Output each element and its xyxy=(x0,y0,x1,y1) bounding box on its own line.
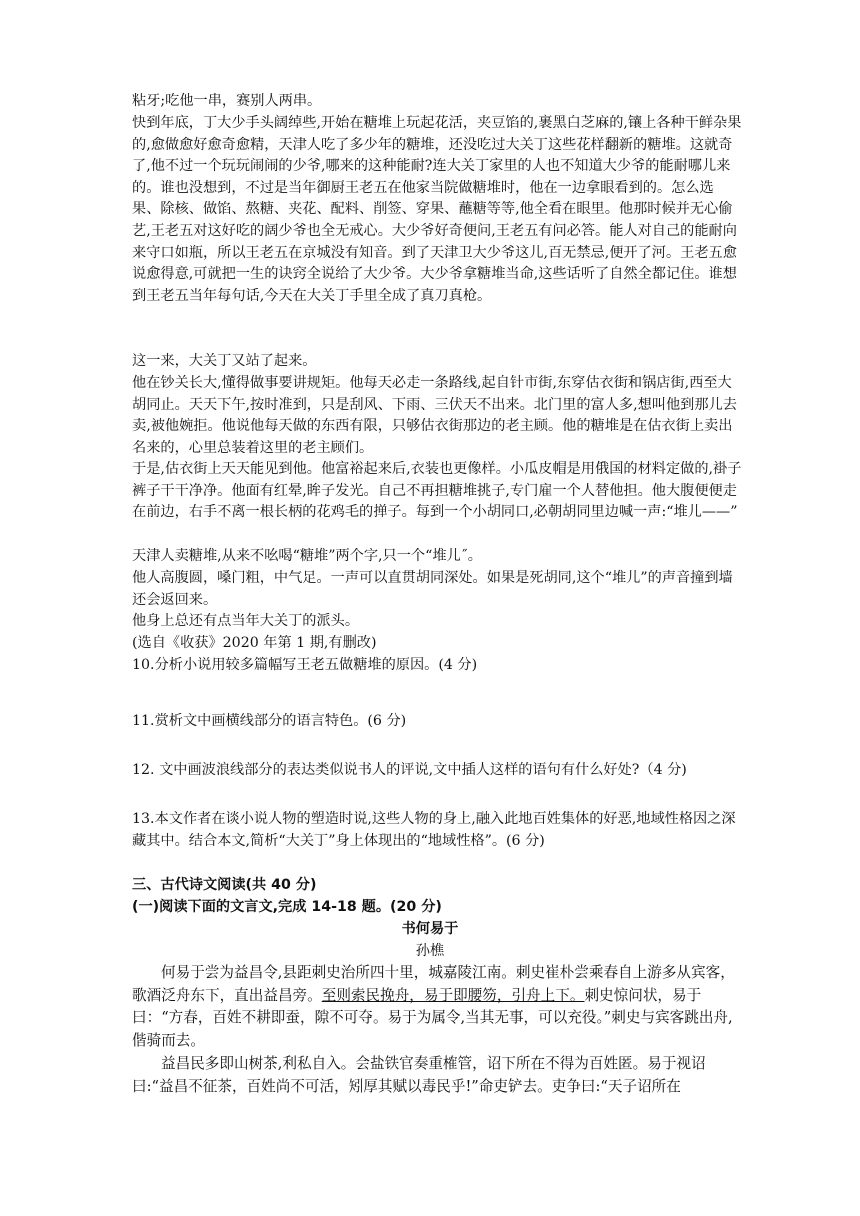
paragraph: 于是,估衣街上天天能见到他。他富裕起来后,衣装也更像样。小瓜皮帽是用俄国的材料定做的,褂子裤子干干净净。他面有红晕,眸子发光。自己不再担糖堆挑子,专门雇一个人替他担。他大腹便便走在前边，右手不离一根长柄的花鸡毛的掸子。每到一个小胡同口,必朝胡同里边喊一声:“堆儿——” xyxy=(132,461,742,521)
section-heading: 三、古代诗文阅读(共 40 分) xyxy=(132,877,317,893)
article-author: 孙樵 xyxy=(415,943,445,959)
question-11: 11.赏析文中画横线部分的语言特色。(6 分) xyxy=(132,713,407,729)
paragraph: 天津人卖糖堆,从来不吆喝“糖堆”两个字,只一个“堆儿˝。 xyxy=(132,548,482,564)
classical-paragraph-2: 益昌民多即山树茶,利私自入。会盐铁官奏重榷管，诏下所在不得为百姓匿。易于视诏曰:“益昌不征茶，百姓尚不可活，矧厚其赋以毒民乎!”命吏铲去。吏争曰:“天子诏所在 xyxy=(132,1055,706,1095)
paragraph: 快到年底，丁大少手头阔绰些,开始在糖堆上玩起花活，夹豆馅的,裹黑白芝麻的,镶上各种干鲜杂果的,愈做愈好愈奇愈精，天津人吃了多少年的糖堆，还没吃过大关丁这些花样翻新的糖堆。这就奇了,他不过一个玩玩闹闹的少爷,哪来的这种能耐?连大关丁家里的人也不知道大少爷的能耐哪儿来的。谁也没想到，不过是当年御厨王老五在他家当院做糖堆时，他在一边拿眼看到的。怎么选果、除核、做馅、熬糖、夹花、配料、削签、穿果、蘸糖等等,他全看在眼里。他那时候并无心偷艺,王老五对这好吃的阔少爷也全无戒心。大少爷好奇便问,王老五有问必答。能人对自己的能耐向来守口如瓶，所以王老五在京城没有知音。到了天津卫大少爷这儿,百无禁忌,便开了河。王老五愈说愈得意,可就把一生的诀窍全说给了大少爷。大少爷拿糖堆当命,这些话听了自然全都记住。谁想到王老五当年每句话,今天在大关丁手里全成了真刀真枪。 xyxy=(132,115,742,304)
paragraph: 他人高腹圆，嗓门粗，中气足。一声可以直贯胡同深处。如果是死胡同,这个“堆儿”的声音撞到墙还会返回来。 xyxy=(132,570,733,608)
paragraph: 他在钞关长大,懂得做事要讲规矩。他每天必走一条路线,起自针市街,东穿估衣街和锅店街,西至大胡同止。天天下午,按时准到，只是刮风、下雨、三伏天不出来。北门里的富人多,想叫他到那儿去卖,被他婉拒。他说他每天做的东西有限，只够估衣街那边的老主顾。他的糖堆是在估衣街上卖出名来的，心里总装着这里的老主顾们。 xyxy=(132,375,737,456)
text: 刺史惊问状，易于曰：“方春，百姓不耕即蚕，隙不可夺。易于为属令,当其无事，可以充役。”刺史与宾客跳出舟,偕骑而去。 xyxy=(132,986,733,1049)
question-10: 10.分析小说用较多篇幅写王老五做糖堆的原因。(4 分) xyxy=(132,657,478,673)
text: 何易于尝为益昌令,县距刺史治所四十里，城嘉陵江南。刺史崔朴尝乘春自上游多从宾客，歌酒泛舟东下，直出益昌旁。 xyxy=(132,964,735,1004)
question-13: 13.本文作者在谈小说人物的塑造时说,这些人物的身上,融入此地百姓集体的好恶,地域性格因之深藏其中。结合本文,简析“大关丁”身上体现出的“地域性格”。(6 分) xyxy=(132,811,736,849)
classical-paragraph-1 xyxy=(132,962,742,1052)
paragraph: 粘牙;吃他一串，赛别人两串。 xyxy=(132,93,322,109)
sub-heading: (一)阅读下面的文言文,完成 14-18 题。(20 分) xyxy=(132,899,442,915)
paragraph: 他身上总还有点当年大关丁的派头。 xyxy=(132,613,360,629)
paragraph: 这一来，大关丁又站了起来。 xyxy=(132,353,317,369)
article-title: 书何易于 xyxy=(401,921,459,937)
question-12: 12. 文中画波浪线部分的表达类似说书人的评说,文中插人这样的语句有什么好处?（4 分) xyxy=(132,762,687,778)
source-note: (选自《收获》2020 年第 1 期,有删改) xyxy=(132,635,377,651)
underlined-sentence: 至则索民挽舟，易于即腰笏，引舟上下。 xyxy=(321,986,585,1004)
